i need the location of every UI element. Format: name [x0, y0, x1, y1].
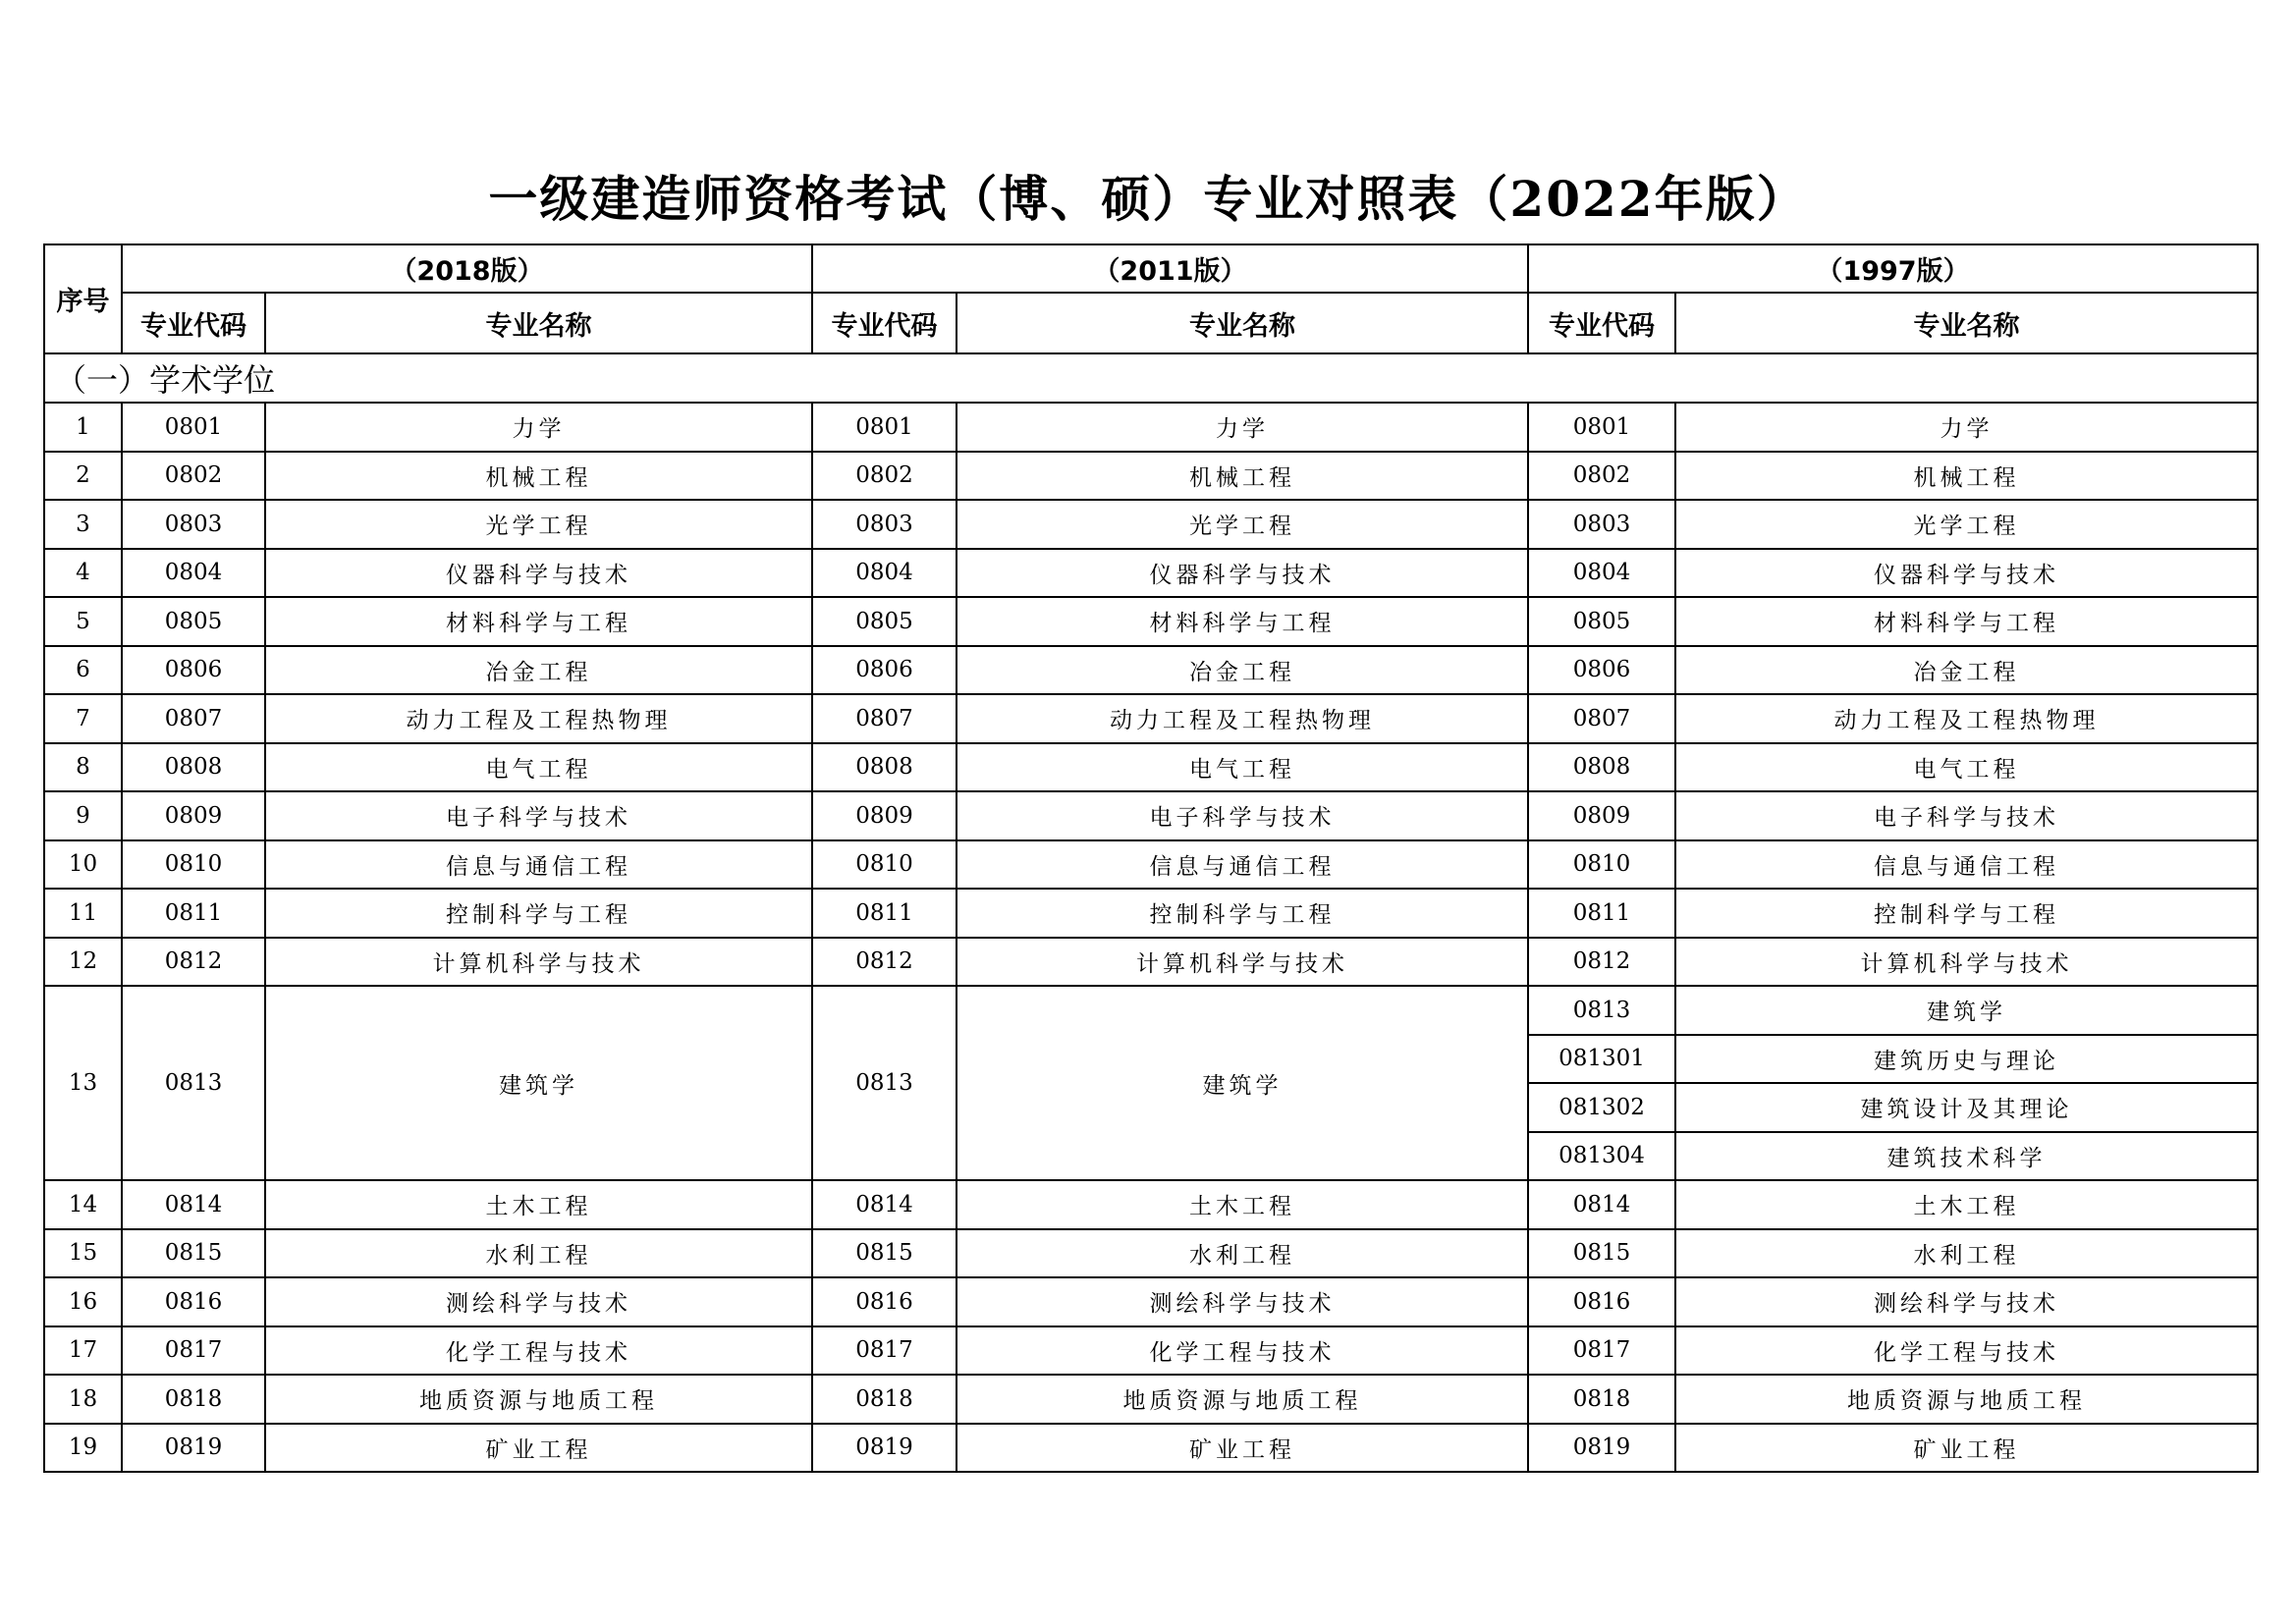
version-1997-header: （1997版） — [1528, 244, 2258, 293]
version-2018-header: （2018版） — [122, 244, 812, 293]
seq-cell: 2 — [44, 452, 122, 501]
name-2011-cell: 冶金工程 — [957, 646, 1528, 695]
name-2018-cell: 水利工程 — [265, 1229, 812, 1278]
code-1997-cell: 0804 — [1528, 549, 1675, 598]
name-1997-cell: 动力工程及工程热物理 — [1675, 694, 2258, 743]
name-1997-cell: 材料科学与工程 — [1675, 597, 2258, 646]
table-row — [44, 403, 2258, 452]
name-1997-cell: 计算机科学与技术 — [1675, 938, 2258, 987]
name-2018-cell: 化学工程与技术 — [265, 1326, 812, 1376]
name-1997-cell: 控制科学与工程 — [1675, 889, 2258, 938]
name-1997-cell: 土木工程 — [1675, 1180, 2258, 1229]
name-1997-cell: 电气工程 — [1675, 743, 2258, 792]
seq-cell: 10 — [44, 840, 122, 890]
name-1997-cell: 水利工程 — [1675, 1229, 2258, 1278]
table-row — [44, 1375, 2258, 1424]
name-header-1997: 专业名称 — [1675, 293, 2258, 353]
code-2018-cell: 0806 — [122, 646, 265, 695]
code-1997-cell: 0812 — [1528, 938, 1675, 987]
name-1997-cell: 仪器科学与技术 — [1675, 549, 2258, 598]
name-2018-cell: 土木工程 — [265, 1180, 812, 1229]
code-1997-cell: 0818 — [1528, 1375, 1675, 1424]
seq-cell: 19 — [44, 1424, 122, 1473]
table-row — [44, 1326, 2258, 1376]
code-1997-cell: 0816 — [1528, 1277, 1675, 1326]
name-2018-cell: 建筑学 — [265, 986, 812, 1180]
seq-cell: 18 — [44, 1375, 122, 1424]
code-2018-cell: 0809 — [122, 791, 265, 840]
name-1997-cell: 化学工程与技术 — [1675, 1326, 2258, 1376]
name-2011-cell: 控制科学与工程 — [957, 889, 1528, 938]
code-2018-cell: 0805 — [122, 597, 265, 646]
seq-cell: 3 — [44, 500, 122, 549]
table-row — [44, 1277, 2258, 1326]
name-1997-cell: 建筑技术科学 — [1675, 1132, 2258, 1181]
table-row — [44, 986, 2258, 1035]
code-2011-cell: 0810 — [812, 840, 957, 890]
code-2018-cell: 0804 — [122, 549, 265, 598]
name-2011-cell: 测绘科学与技术 — [957, 1277, 1528, 1326]
name-1997-cell: 力学 — [1675, 403, 2258, 452]
code-2011-cell: 0801 — [812, 403, 957, 452]
code-1997-cell: 0802 — [1528, 452, 1675, 501]
code-1997-cell: 0814 — [1528, 1180, 1675, 1229]
name-2018-cell: 信息与通信工程 — [265, 840, 812, 890]
name-2018-cell: 地质资源与地质工程 — [265, 1375, 812, 1424]
table-row — [44, 938, 2258, 987]
code-2011-cell: 0804 — [812, 549, 957, 598]
code-2011-cell: 0809 — [812, 791, 957, 840]
code-2018-cell: 0801 — [122, 403, 265, 452]
seq-cell: 16 — [44, 1277, 122, 1326]
name-1997-cell: 测绘科学与技术 — [1675, 1277, 2258, 1326]
name-2018-cell: 计算机科学与技术 — [265, 938, 812, 987]
seq-cell: 9 — [44, 791, 122, 840]
name-2018-cell: 矿业工程 — [265, 1424, 812, 1473]
seq-cell: 12 — [44, 938, 122, 987]
seq-cell: 1 — [44, 403, 122, 452]
name-2011-cell: 信息与通信工程 — [957, 840, 1528, 890]
code-2018-cell: 0810 — [122, 840, 265, 890]
code-2011-cell: 0814 — [812, 1180, 957, 1229]
code-2018-cell: 0816 — [122, 1277, 265, 1326]
seq-header: 序号 — [44, 244, 122, 353]
table-row — [44, 646, 2258, 695]
name-2011-cell: 建筑学 — [957, 986, 1528, 1180]
code-2018-cell: 0815 — [122, 1229, 265, 1278]
code-2011-cell: 0819 — [812, 1424, 957, 1473]
name-1997-cell: 冶金工程 — [1675, 646, 2258, 695]
code-1997-cell: 0817 — [1528, 1326, 1675, 1376]
name-2018-cell: 材料科学与工程 — [265, 597, 812, 646]
code-2018-cell: 0813 — [122, 986, 265, 1180]
name-1997-cell: 建筑学 — [1675, 986, 2258, 1035]
code-2018-cell: 0802 — [122, 452, 265, 501]
name-2018-cell: 仪器科学与技术 — [265, 549, 812, 598]
code-2011-cell: 0813 — [812, 986, 957, 1180]
seq-cell: 11 — [44, 889, 122, 938]
name-2011-cell: 计算机科学与技术 — [957, 938, 1528, 987]
code-1997-cell: 0808 — [1528, 743, 1675, 792]
code-2011-cell: 0811 — [812, 889, 957, 938]
code-2011-cell: 0812 — [812, 938, 957, 987]
seq-cell: 7 — [44, 694, 122, 743]
code-2011-cell: 0803 — [812, 500, 957, 549]
code-2018-cell: 0819 — [122, 1424, 265, 1473]
name-1997-cell: 建筑历史与理论 — [1675, 1035, 2258, 1084]
code-2018-cell: 0808 — [122, 743, 265, 792]
seq-cell: 13 — [44, 986, 122, 1180]
table-row — [44, 549, 2258, 598]
seq-cell: 8 — [44, 743, 122, 792]
name-2011-cell: 材料科学与工程 — [957, 597, 1528, 646]
code-1997-cell: 081302 — [1528, 1083, 1675, 1132]
code-2011-cell: 0817 — [812, 1326, 957, 1376]
code-1997-cell: 0810 — [1528, 840, 1675, 890]
code-1997-cell: 0806 — [1528, 646, 1675, 695]
name-2018-cell: 电气工程 — [265, 743, 812, 792]
code-1997-cell: 0813 — [1528, 986, 1675, 1035]
name-2011-cell: 光学工程 — [957, 500, 1528, 549]
seq-cell: 6 — [44, 646, 122, 695]
code-2011-cell: 0805 — [812, 597, 957, 646]
table-row — [44, 1180, 2258, 1229]
code-2018-cell: 0811 — [122, 889, 265, 938]
name-header-2018: 专业名称 — [265, 293, 812, 353]
code-1997-cell: 0819 — [1528, 1424, 1675, 1473]
name-2011-cell: 矿业工程 — [957, 1424, 1528, 1473]
table-row — [44, 1229, 2258, 1278]
seq-cell: 5 — [44, 597, 122, 646]
name-header-2011: 专业名称 — [957, 293, 1528, 353]
code-1997-cell: 0811 — [1528, 889, 1675, 938]
code-2018-cell: 0803 — [122, 500, 265, 549]
name-2011-cell: 水利工程 — [957, 1229, 1528, 1278]
table-row — [44, 452, 2258, 501]
name-2018-cell: 光学工程 — [265, 500, 812, 549]
page-title: 一级建造师资格考试（博、硕）专业对照表（2022年版） — [488, 170, 1808, 228]
name-2018-cell: 力学 — [265, 403, 812, 452]
name-1997-cell: 光学工程 — [1675, 500, 2258, 549]
code-header-2018: 专业代码 — [122, 293, 265, 353]
code-2018-cell: 0817 — [122, 1326, 265, 1376]
name-2011-cell: 机械工程 — [957, 452, 1528, 501]
seq-cell: 15 — [44, 1229, 122, 1278]
code-2011-cell: 0806 — [812, 646, 957, 695]
table-row — [44, 1424, 2258, 1473]
code-2011-cell: 0818 — [812, 1375, 957, 1424]
section-heading: （一）学术学位 — [44, 353, 2258, 403]
table-row — [44, 791, 2258, 840]
code-2018-cell: 0818 — [122, 1375, 265, 1424]
code-2011-cell: 0807 — [812, 694, 957, 743]
name-2011-cell: 电子科学与技术 — [957, 791, 1528, 840]
code-2018-cell: 0814 — [122, 1180, 265, 1229]
code-2011-cell: 0816 — [812, 1277, 957, 1326]
table-row — [44, 840, 2258, 890]
name-2018-cell: 机械工程 — [265, 452, 812, 501]
major-comparison-table — [43, 243, 2259, 1473]
name-1997-cell: 信息与通信工程 — [1675, 840, 2258, 890]
seq-cell: 4 — [44, 549, 122, 598]
name-1997-cell: 机械工程 — [1675, 452, 2258, 501]
name-1997-cell: 电子科学与技术 — [1675, 791, 2258, 840]
name-1997-cell: 矿业工程 — [1675, 1424, 2258, 1473]
code-1997-cell: 0805 — [1528, 597, 1675, 646]
table-row — [44, 889, 2258, 938]
name-2018-cell: 冶金工程 — [265, 646, 812, 695]
table-row — [44, 597, 2258, 646]
table-row — [44, 694, 2258, 743]
name-2018-cell: 动力工程及工程热物理 — [265, 694, 812, 743]
seq-cell: 14 — [44, 1180, 122, 1229]
code-1997-cell: 081301 — [1528, 1035, 1675, 1084]
name-2011-cell: 电气工程 — [957, 743, 1528, 792]
code-1997-cell: 0807 — [1528, 694, 1675, 743]
name-1997-cell: 地质资源与地质工程 — [1675, 1375, 2258, 1424]
name-2018-cell: 测绘科学与技术 — [265, 1277, 812, 1326]
code-1997-cell: 0809 — [1528, 791, 1675, 840]
name-2011-cell: 地质资源与地质工程 — [957, 1375, 1528, 1424]
code-2018-cell: 0812 — [122, 938, 265, 987]
seq-cell: 17 — [44, 1326, 122, 1376]
code-1997-cell: 0803 — [1528, 500, 1675, 549]
name-1997-cell: 建筑设计及其理论 — [1675, 1083, 2258, 1132]
code-2011-cell: 0815 — [812, 1229, 957, 1278]
name-2018-cell: 控制科学与工程 — [265, 889, 812, 938]
name-2011-cell: 仪器科学与技术 — [957, 549, 1528, 598]
code-2018-cell: 0807 — [122, 694, 265, 743]
code-header-2011: 专业代码 — [812, 293, 957, 353]
table-row — [44, 743, 2258, 792]
code-2011-cell: 0802 — [812, 452, 957, 501]
code-1997-cell: 081304 — [1528, 1132, 1675, 1181]
code-header-1997: 专业代码 — [1528, 293, 1675, 353]
name-2011-cell: 力学 — [957, 403, 1528, 452]
name-2011-cell: 动力工程及工程热物理 — [957, 694, 1528, 743]
table-row — [44, 500, 2258, 549]
name-2011-cell: 土木工程 — [957, 1180, 1528, 1229]
code-1997-cell: 0801 — [1528, 403, 1675, 452]
name-2011-cell: 化学工程与技术 — [957, 1326, 1528, 1376]
code-1997-cell: 0815 — [1528, 1229, 1675, 1278]
name-2018-cell: 电子科学与技术 — [265, 791, 812, 840]
version-2011-header: （2011版） — [812, 244, 1528, 293]
code-2011-cell: 0808 — [812, 743, 957, 792]
